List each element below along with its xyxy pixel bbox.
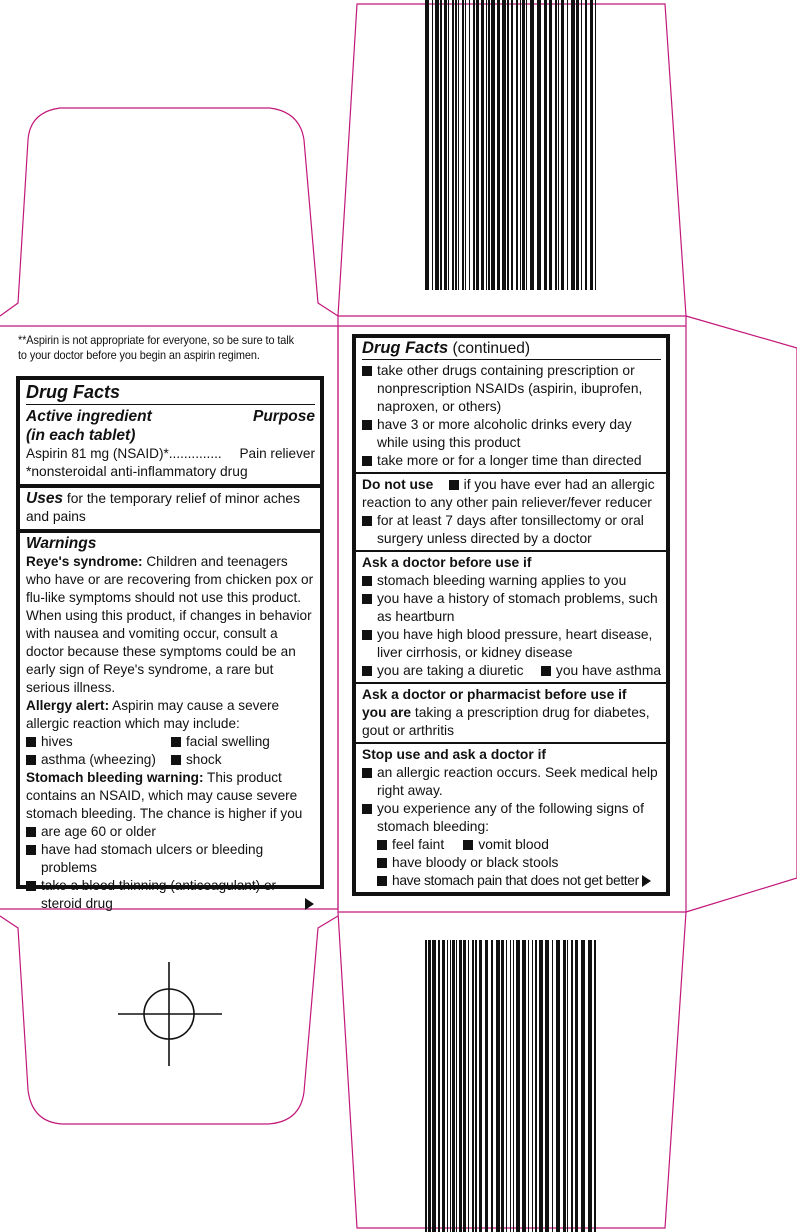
barcode-bar [581, 0, 582, 290]
barcode-bar [463, 940, 466, 1232]
barcode-bar [535, 940, 537, 1232]
nsaid-footnote: *nonsteroidal anti-inflammatory drug [26, 464, 248, 479]
ask-item: you have high blood pressure, heart disease, liver cirrhosis, or kidney disease [362, 626, 661, 662]
uses-text: for the temporary relief of minor aches and pains [26, 491, 301, 524]
barcode-bar [501, 940, 504, 1232]
barcode-bar [465, 0, 466, 290]
allergy-item: shock [171, 751, 316, 769]
barcode-bar [481, 0, 484, 290]
barcode-bar [526, 0, 527, 290]
barcode-bar [452, 0, 454, 290]
reye-text: Children and teenagers who have or are recovering from chicken pox or flu-like symptoms should not use this product. When using this product, if changes in behavior with nausea and vomiting occur, consult a doctor because these symptoms could be an early sign of Reye's syndrome, a rare but serious illness. [26, 554, 314, 695]
ask-doctor-heading: Ask a doctor before use if [362, 555, 532, 570]
barcode-bar [581, 940, 585, 1232]
drug-facts-title: Drug Facts [26, 382, 121, 402]
cont-item: take more or for a longer time than directed [362, 452, 661, 470]
barcode-bar [507, 0, 509, 290]
do-not-use-item: for at least 7 days after tonsillectomy or oral surgery unless directed by a doctor [362, 512, 661, 548]
barcode-bar [486, 0, 487, 290]
barcode-bar [496, 940, 500, 1232]
allergy-item: hives [26, 733, 171, 751]
barcode-bar [511, 0, 513, 290]
continue-arrow-icon [305, 898, 314, 910]
barcode-bar [575, 940, 578, 1232]
barcode-bar [497, 0, 500, 290]
stomach-text: This product contains an NSAID, which may cause severe stomach bleeding. The chance is higher if you [26, 770, 303, 821]
stomach-item: take a blood thinning (anticoagulant) or steroid drug [26, 877, 316, 913]
barcode-bar [506, 940, 507, 1232]
barcode-bar [469, 0, 470, 290]
active-ingredient-subheading: (in each tablet) [26, 427, 136, 444]
barcode-bar [563, 940, 566, 1232]
barcode-bar [476, 0, 479, 290]
barcode-bar [590, 0, 593, 290]
purpose-value: Pain reliever [239, 446, 315, 461]
title-active-section [20, 380, 320, 488]
barcode-bar [558, 0, 559, 290]
barcode-bar [595, 0, 596, 290]
barcode-bar [473, 0, 475, 290]
barcode-bar [545, 940, 549, 1232]
ask-item: you have a history of stomach problems, such as heartburn [362, 590, 661, 626]
ask-pharmacist-heading: Ask a doctor or pharmacist before use if [362, 687, 627, 702]
active-ingredient-heading: Active ingredient [26, 408, 152, 425]
barcode-bar [491, 940, 493, 1232]
barcode-bar [520, 0, 521, 290]
barcode-bar [440, 0, 442, 290]
aspirin-note: **Aspirin is not appropriate for everyone, so be sure to talk to your doctor before you begin an aspirin regimen. [18, 334, 294, 362]
barcode-bar [447, 940, 448, 1232]
do-not-use-heading: Do not use [362, 477, 434, 492]
barcode-bar [537, 0, 541, 290]
barcode-bar [556, 940, 560, 1232]
barcode-bar [425, 0, 429, 290]
stop-sub-item: have bloody or black stools [362, 854, 661, 872]
barcode-bar [530, 0, 534, 290]
barcode-bar [472, 940, 474, 1232]
barcode-bar [513, 940, 514, 1232]
warnings-heading: Warnings [26, 535, 97, 552]
registration-mark [118, 962, 222, 1066]
barcode-bar [594, 940, 596, 1232]
barcode-bar [438, 940, 440, 1232]
barcode-bar [588, 940, 592, 1232]
barcode-bar [549, 0, 552, 290]
continued-section [356, 338, 666, 892]
barcode-bar [516, 940, 520, 1232]
barcode-bar [502, 0, 506, 290]
stomach-item: have had stomach ulcers or bleeding problems [26, 841, 316, 877]
barcode-bar [468, 940, 469, 1232]
barcode-bar [485, 940, 488, 1232]
allergy-item: asthma (wheezing) [26, 751, 171, 769]
barcode-bar [425, 940, 427, 1232]
stop-sub-item: have stomach pain that does not get better [362, 872, 661, 890]
stop-item: you experience any of the following signs of stomach bleeding: [362, 800, 661, 836]
allergy-text: Aspirin may cause a severe allergic reaction which may include: [26, 698, 280, 731]
allergy-item: facial swelling [171, 733, 316, 751]
barcode-bar [491, 0, 495, 290]
drug-facts-title-continued: Drug Facts [362, 339, 449, 357]
barcode-bar [528, 940, 529, 1232]
stop-use-heading: Stop use and ask a doctor if [362, 747, 546, 762]
barcode-bar [567, 940, 568, 1232]
barcode-bar [432, 940, 436, 1232]
barcode-bar [459, 940, 462, 1232]
barcode-bar [532, 940, 533, 1232]
barcode-bar [435, 0, 439, 290]
barcode-bar [510, 940, 511, 1232]
barcode-bar [448, 0, 449, 290]
allergy-heading: Allergy alert: [26, 698, 110, 713]
stop-item: an allergic reaction occurs. Seek medical help right away. [362, 764, 661, 800]
drug-facts-panel-left [16, 376, 324, 911]
ingredient-line: Aspirin 81 mg (NSAID)*.............. [26, 446, 222, 461]
barcode-bar [552, 940, 553, 1232]
barcode-bar [456, 940, 457, 1232]
uses-section [20, 488, 320, 533]
purpose-heading: Purpose [252, 408, 315, 425]
barcode-bar [479, 940, 482, 1232]
barcode-bar [444, 0, 447, 290]
barcode-bottom [425, 940, 601, 1232]
barcode-bar [428, 940, 431, 1232]
barcode-bar [462, 0, 464, 290]
warnings-section [20, 533, 320, 916]
barcode-bar [544, 0, 547, 290]
continued-label: (continued) [448, 340, 531, 357]
uses-heading: Uses [26, 490, 64, 507]
ask-item: you have asthma [541, 662, 661, 680]
cont-item: have 3 or more alcoholic drinks every day while using this product [362, 416, 661, 452]
barcode-bar [576, 0, 579, 290]
barcode-bar [450, 940, 451, 1232]
barcode-bar [567, 0, 568, 290]
ask-item: you are taking a diuretic [362, 662, 523, 680]
stop-sub-item: vomit blood [463, 837, 549, 852]
barcode-bar [539, 940, 543, 1232]
pharmacist-bold: you are [362, 705, 412, 720]
stomach-item: are age 60 or older [26, 823, 316, 841]
barcode-bar [585, 0, 587, 290]
drug-facts-panel-right [352, 334, 670, 896]
barcode-bar [458, 0, 459, 290]
barcode-bar [522, 940, 526, 1232]
barcode-bar [561, 0, 564, 290]
stop-sub-item: feel faint [377, 837, 444, 852]
barcode-bar [488, 0, 490, 290]
barcode-top [425, 0, 601, 290]
barcode-bar [442, 940, 445, 1232]
barcode-bar [432, 0, 433, 290]
barcode-bar [455, 0, 457, 290]
reye-heading: Reye's syndrome: [26, 554, 143, 569]
stomach-heading: Stomach bleeding warning: [26, 770, 204, 785]
do-not-use-item: if you have ever had an allergic reaction to any other pain reliever/fever reducer [362, 477, 655, 510]
barcode-bar [571, 940, 573, 1232]
barcode-bar [475, 940, 477, 1232]
barcode-bar [452, 940, 455, 1232]
barcode-bar [522, 0, 525, 290]
pharmacist-text: taking a prescription drug for diabetes, gout or arthritis [362, 705, 650, 738]
cont-item: take other drugs containing prescription or nonprescription NSAIDs (aspirin, ibuprofen, naproxen, or others) [362, 362, 661, 416]
barcode-bar [571, 0, 575, 290]
barcode-bar [555, 0, 557, 290]
continue-arrow-icon [642, 875, 651, 887]
barcode-bar [516, 0, 518, 290]
ask-item: stomach bleeding warning applies to you [362, 572, 661, 590]
